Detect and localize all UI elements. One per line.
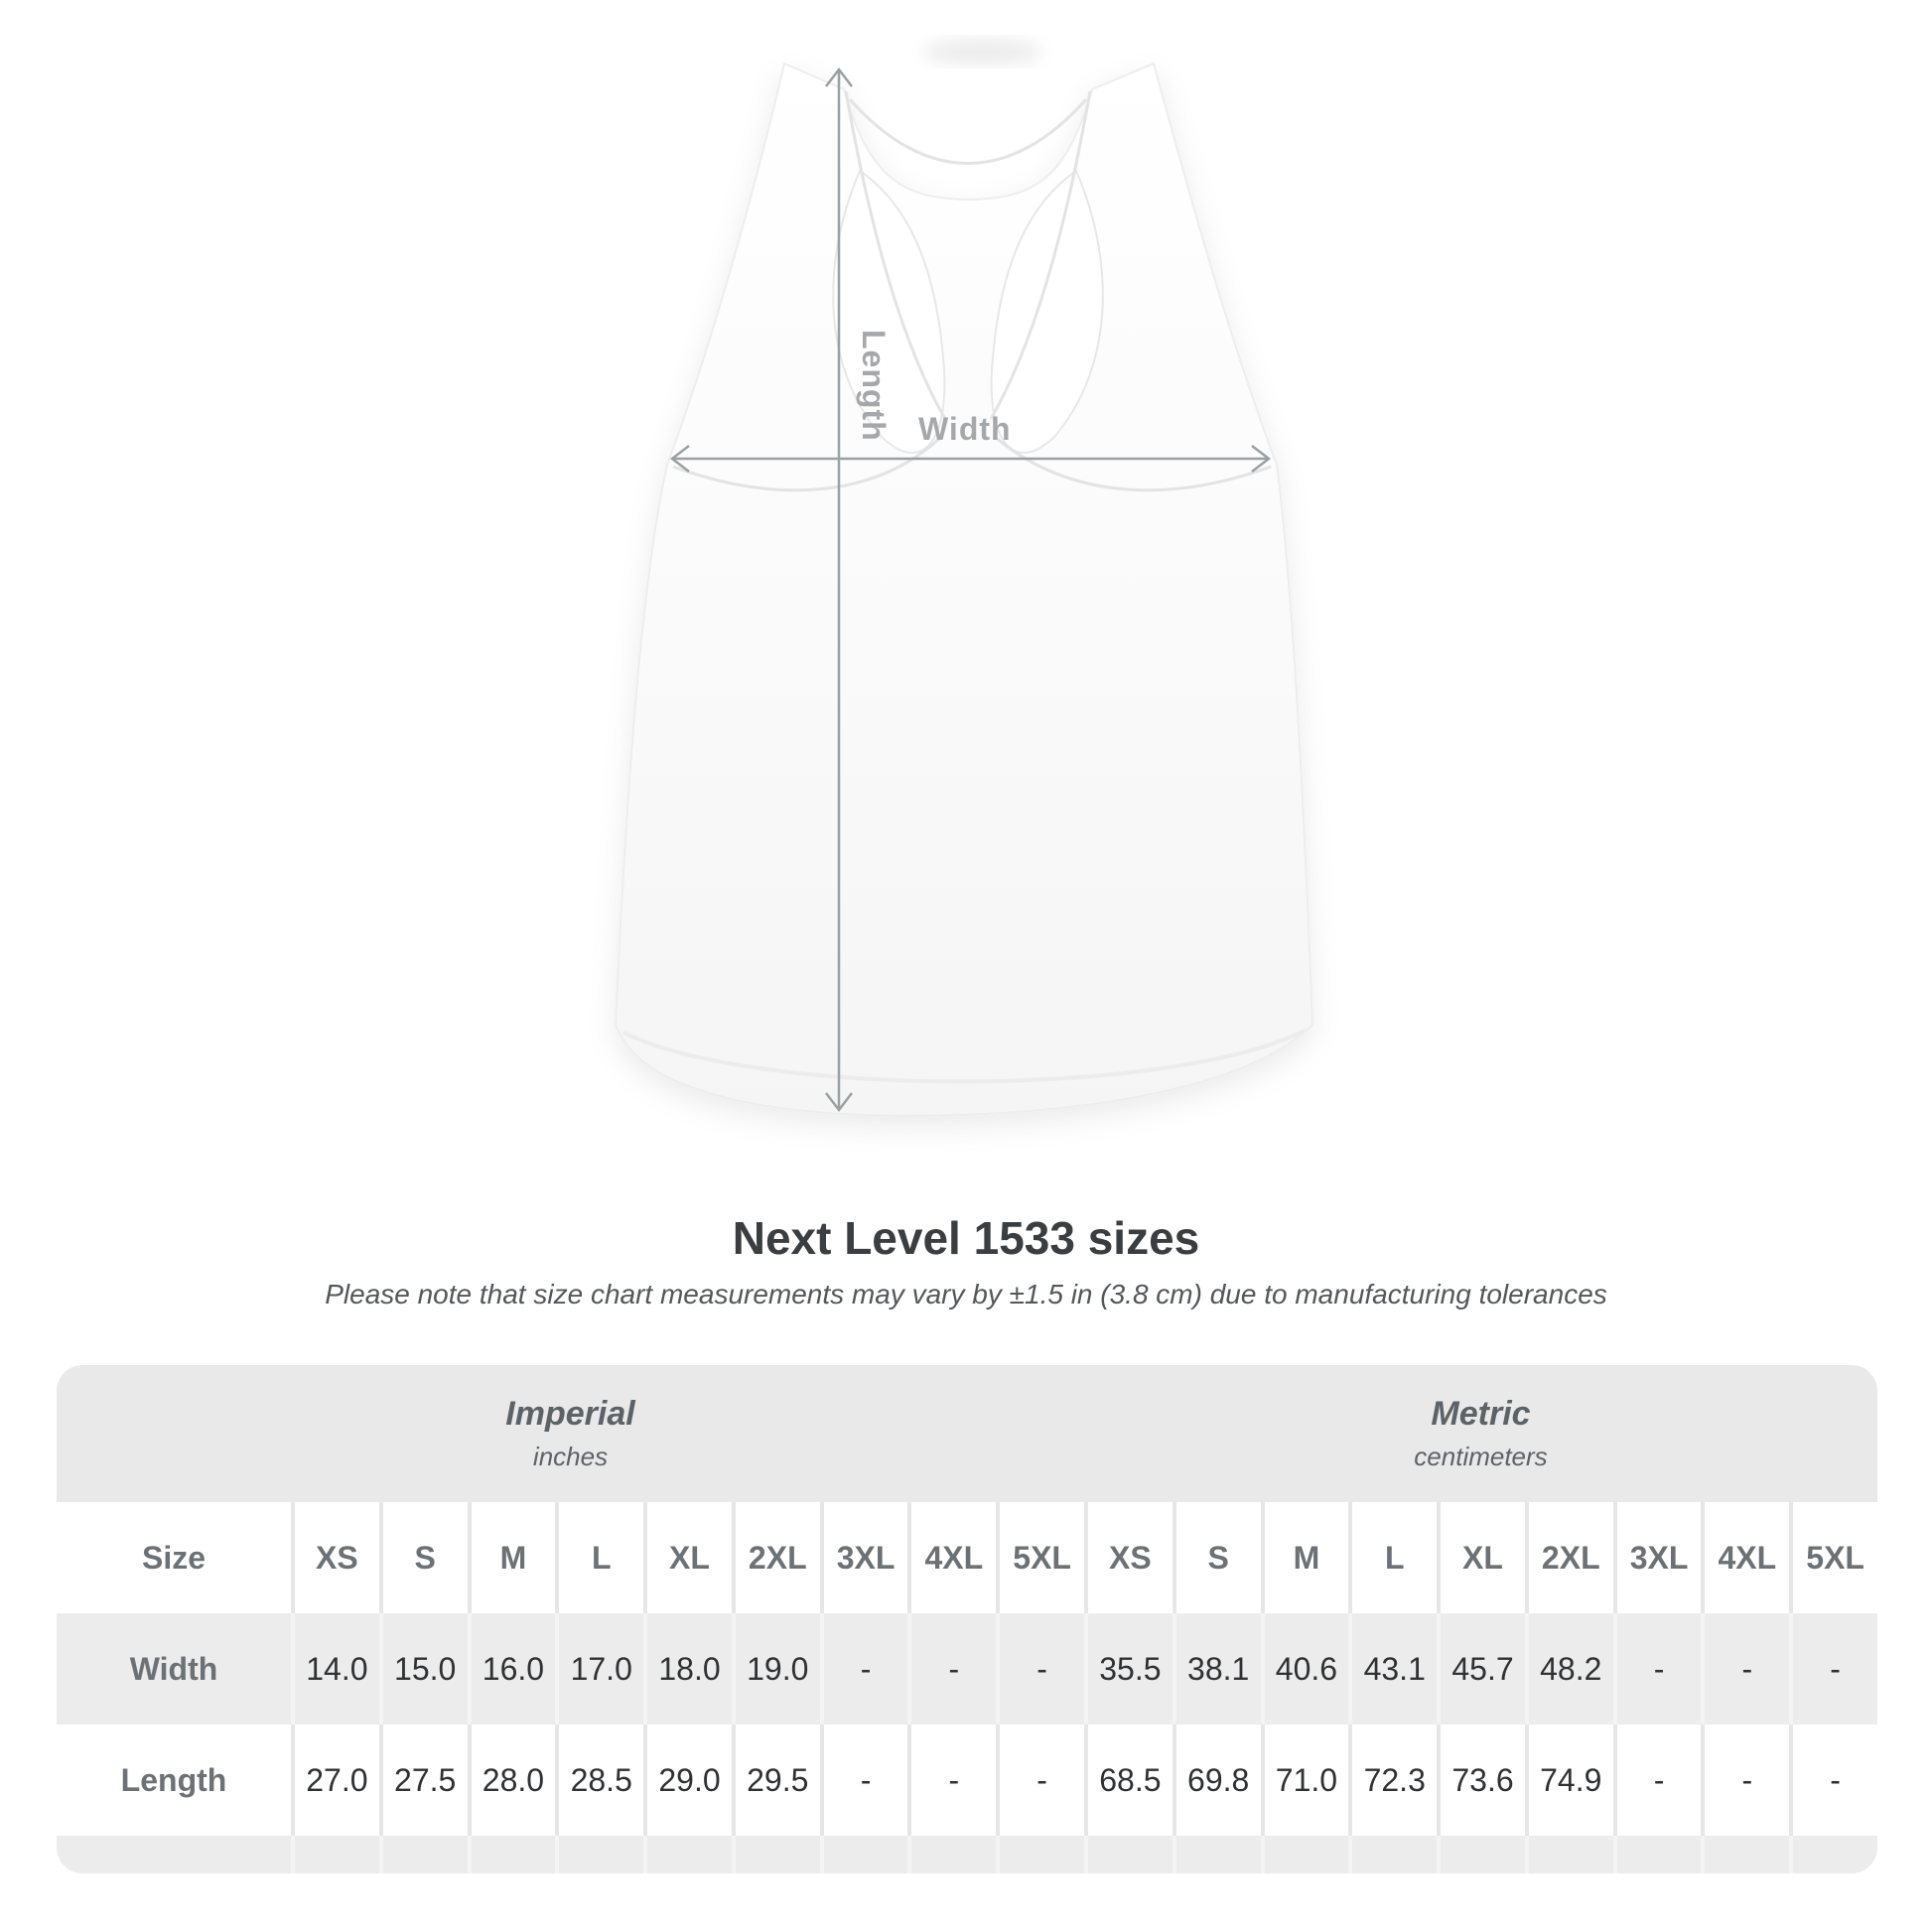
width-metric-l: 43.1	[1348, 1613, 1437, 1725]
tolerance-note: Please note that size chart measurements may vary by ±1.5 in (3.8 cm) due to manufacturing tolerances	[325, 1279, 1607, 1310]
length-metric-5xl: -	[1789, 1725, 1877, 1836]
size-header-imperial-xs: XS	[291, 1502, 379, 1613]
width-label: Width	[918, 411, 1012, 447]
size-header-imperial-l: L	[555, 1502, 643, 1613]
length-metric-m: 71.0	[1261, 1725, 1349, 1836]
width-metric-xl: 45.7	[1437, 1613, 1525, 1725]
length-metric-xl: 73.6	[1437, 1725, 1525, 1836]
length-imperial-xl: 29.0	[643, 1725, 732, 1836]
length-metric-l: 72.3	[1348, 1725, 1437, 1836]
size-column-header: Size	[57, 1502, 291, 1613]
length-metric-2xl: 74.9	[1525, 1725, 1613, 1836]
size-header-metric-m: M	[1261, 1502, 1349, 1613]
width-imperial-2xl: 19.0	[732, 1613, 820, 1725]
width-metric-xs: 35.5	[1084, 1613, 1173, 1725]
size-chart-table	[57, 1365, 1877, 1873]
width-metric-4xl: -	[1701, 1613, 1789, 1725]
width-imperial-xl: 18.0	[643, 1613, 732, 1725]
length-metric-3xl: -	[1613, 1725, 1702, 1836]
width-imperial-3xl: -	[820, 1613, 908, 1725]
size-header-metric-s: S	[1173, 1502, 1261, 1613]
width-metric-2xl: 48.2	[1525, 1613, 1613, 1725]
metric-header-units: centimeters	[1414, 1442, 1548, 1471]
size-header-metric-3xl: 3XL	[1613, 1502, 1702, 1613]
size-header-metric-4xl: 4XL	[1701, 1502, 1789, 1613]
length-imperial-3xl: -	[820, 1725, 908, 1836]
size-header-metric-xl: XL	[1437, 1502, 1525, 1613]
size-header-metric-xs: XS	[1084, 1502, 1173, 1613]
length-row-label: Length	[57, 1725, 291, 1836]
width-metric-3xl: -	[1613, 1613, 1702, 1725]
width-metric-m: 40.6	[1261, 1613, 1349, 1725]
imperial-header-units: inches	[532, 1442, 609, 1471]
hanger-shadow	[923, 38, 1042, 66]
size-header-metric-2xl: 2XL	[1525, 1502, 1613, 1613]
length-imperial-4xl: -	[907, 1725, 996, 1836]
size-header-imperial-4xl: 4XL	[907, 1502, 996, 1613]
width-imperial-m: 16.0	[468, 1613, 556, 1725]
width-imperial-s: 15.0	[379, 1613, 468, 1725]
length-metric-xs: 68.5	[1084, 1725, 1173, 1836]
length-imperial-5xl: -	[996, 1725, 1084, 1836]
length-label: Length	[856, 330, 892, 442]
size-header-metric-5xl: 5XL	[1789, 1502, 1877, 1613]
length-imperial-xs: 27.0	[291, 1725, 379, 1836]
size-header-metric-l: L	[1348, 1502, 1437, 1613]
length-imperial-s: 27.5	[379, 1725, 468, 1836]
size-header-imperial-m: M	[468, 1502, 556, 1613]
size-header-imperial-2xl: 2XL	[732, 1502, 820, 1613]
width-row-label: Width	[57, 1613, 291, 1725]
length-metric-s: 69.8	[1173, 1725, 1261, 1836]
size-header-imperial-3xl: 3XL	[820, 1502, 908, 1613]
size-header-imperial-5xl: 5XL	[996, 1502, 1084, 1613]
width-imperial-l: 17.0	[555, 1613, 643, 1725]
length-imperial-l: 28.5	[555, 1725, 643, 1836]
length-metric-4xl: -	[1701, 1725, 1789, 1836]
length-imperial-m: 28.0	[468, 1725, 556, 1836]
width-metric-s: 38.1	[1173, 1613, 1261, 1725]
imperial-header	[57, 1365, 1084, 1502]
page-title: Next Level 1533 sizes	[732, 1212, 1200, 1264]
metric-header-label: Metric	[1431, 1395, 1531, 1433]
imperial-header-label: Imperial	[505, 1395, 635, 1433]
size-header-imperial-xl: XL	[643, 1502, 732, 1613]
width-imperial-xs: 14.0	[291, 1613, 379, 1725]
metric-header	[1084, 1365, 1877, 1502]
width-imperial-5xl: -	[996, 1613, 1084, 1725]
width-metric-5xl: -	[1789, 1613, 1877, 1725]
length-imperial-2xl: 29.5	[732, 1725, 820, 1836]
width-imperial-4xl: -	[907, 1613, 996, 1725]
size-header-imperial-s: S	[379, 1502, 468, 1613]
tank-body	[616, 64, 1312, 1116]
